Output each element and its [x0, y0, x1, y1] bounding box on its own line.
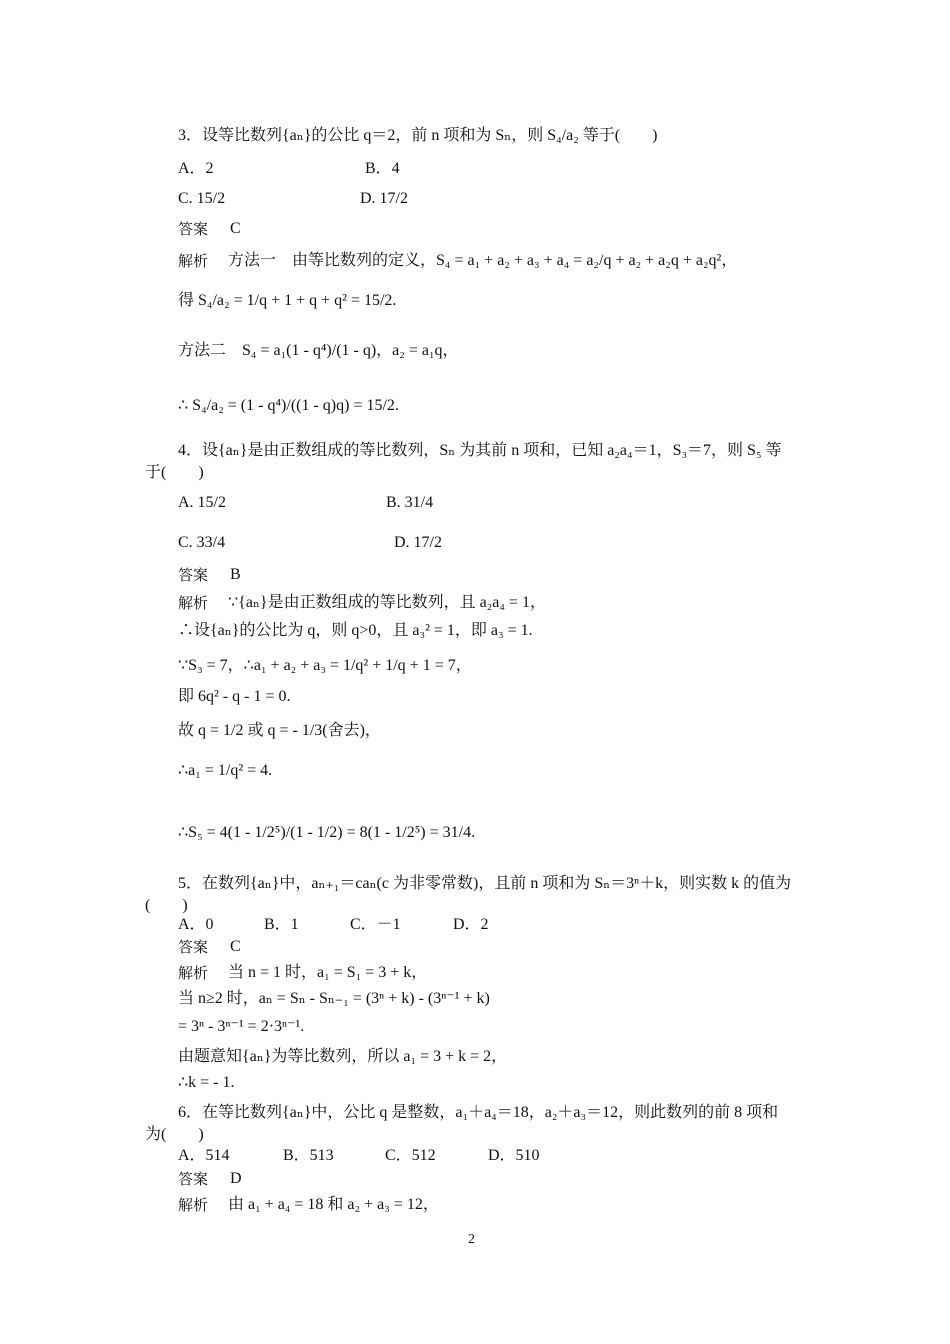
- q4-step-3: ∵S₃ = 7，∴a₁ + a₂ + a₃ = 1/q² + 1/q + 1 = 7，: [178, 657, 472, 674]
- q4-stem-line2: 于( ): [145, 464, 204, 481]
- q4-option-a: A. 15/2: [178, 494, 226, 511]
- q6-option-a: A．514: [178, 1147, 230, 1164]
- q4-analysis-label: 解析: [178, 594, 209, 612]
- q5-answer-label: 答案: [178, 938, 209, 956]
- q5-step-4: 由题意知{aₙ}为等比数列，所以 a₁ = 3 + k = 2，: [178, 1048, 508, 1065]
- q6-stem-line1: 6．在等比数列{aₙ}中，公比 q 是整数，a₁＋a₄＝18，a₂＋a₃＝12，则此数列的前 8 项和: [178, 1104, 779, 1121]
- q3-answer: C: [230, 220, 241, 237]
- q4-step-1: ∵{aₙ}是由正数组成的等比数列，且 a₂a₄ = 1，: [228, 594, 546, 611]
- q4-answer: B: [230, 566, 241, 583]
- q6-answer-label: 答案: [178, 1170, 209, 1188]
- q3-analysis-label: 解析: [178, 252, 209, 270]
- q3-option-d: D. 17/2: [360, 190, 408, 207]
- q3-option-b: B．4: [365, 160, 400, 177]
- q5-answer: C: [230, 938, 241, 955]
- q4-step-6: ∴a₁ = 1/q² = 4.: [178, 762, 273, 779]
- q4-step-7: ∴S₅ = 4(1 - 1/2⁵)/(1 - 1/2) = 8(1 - 1/2⁵) = 31/4.: [178, 824, 476, 841]
- q4-stem-line1: 4．设{aₙ}是由正数组成的等比数列，Sₙ 为其前 n 项和，已知 a₂a₄＝1，S₃＝7，则 S₅ 等: [178, 442, 782, 459]
- q5-stem-line1: 5．在数列{aₙ}中，aₙ₊₁＝caₙ(c 为非零常数)，且前 n 项和为 Sₙ＝3ⁿ＋k，则实数 k 的值为: [178, 875, 792, 892]
- q6-option-b: B．513: [283, 1147, 334, 1164]
- q5-analysis-label: 解析: [178, 964, 209, 982]
- q6-step-1: 由 a₁ + a₄ = 18 和 a₂ + a₃ = 12，: [228, 1196, 439, 1213]
- q6-stem-line2: 为( ): [145, 1126, 204, 1143]
- q3-method1: 方法一 由等比数列的定义，S₄ = a₁ + a₂ + a₃ + a₄ = a₂/q + a₂ + a₂q + a₂q²，: [228, 252, 738, 269]
- q6-analysis-label: 解析: [178, 1196, 209, 1214]
- q3-option-c: C. 15/2: [178, 190, 226, 207]
- q6-option-c: C．512: [385, 1147, 436, 1164]
- q3-answer-label: 答案: [178, 220, 209, 238]
- q5-stem-line2: ( ): [145, 897, 188, 914]
- q5-option-d: D．2: [453, 916, 489, 933]
- q5-step-3: = 3ⁿ - 3ⁿ⁻¹ = 2·3ⁿ⁻¹.: [178, 1018, 305, 1035]
- q4-option-c: C. 33/4: [178, 534, 226, 551]
- q4-option-d: D. 17/2: [394, 534, 442, 551]
- q3-method2-result: ∴ S₄/a₂ = (1 - q⁴)/((1 - q)q) = 15/2.: [178, 397, 399, 414]
- q4-step-2: ∴设{aₙ}的公比为 q，则 q>0，且 a₃² = 1，即 a₃ = 1.: [178, 622, 533, 639]
- q5-option-b: B．1: [264, 916, 299, 933]
- q4-step-5: 故 q = 1/2 或 q = - 1/3(舍去)，: [178, 722, 381, 739]
- q6-answer: D: [230, 1170, 242, 1187]
- q3-method2: 方法二 S₄ = a₁(1 - q⁴)/(1 - q)，a₂ = a₁q，: [178, 342, 459, 359]
- q4-option-b: B. 31/4: [386, 494, 434, 511]
- q3-option-a: A．2: [178, 160, 214, 177]
- q6-option-d: D．510: [488, 1147, 540, 1164]
- q5-step-2: 当 n≥2 时，aₙ = Sₙ - Sₙ₋₁ = (3ⁿ + k) - (3ⁿ⁻¹ + k): [178, 990, 490, 1007]
- page-number: 2: [468, 1232, 475, 1247]
- q5-step-1: 当 n = 1 时，a₁ = S₁ = 3 + k，: [228, 964, 428, 981]
- q4-answer-label: 答案: [178, 566, 209, 584]
- q4-step-4: 即 6q² - q - 1 = 0.: [178, 688, 291, 705]
- q5-step-5: ∴k = - 1.: [178, 1074, 235, 1091]
- q3-method1-result: 得 S₄/a₂ = 1/q + 1 + q + q² = 15/2.: [178, 292, 397, 309]
- q3-stem: 3．设等比数列{aₙ}的公比 q＝2，前 n 项和为 Sₙ，则 S₄/a₂ 等于( ): [178, 127, 658, 144]
- q5-option-a: A．0: [178, 916, 214, 933]
- q5-option-c: C．－1: [350, 916, 401, 933]
